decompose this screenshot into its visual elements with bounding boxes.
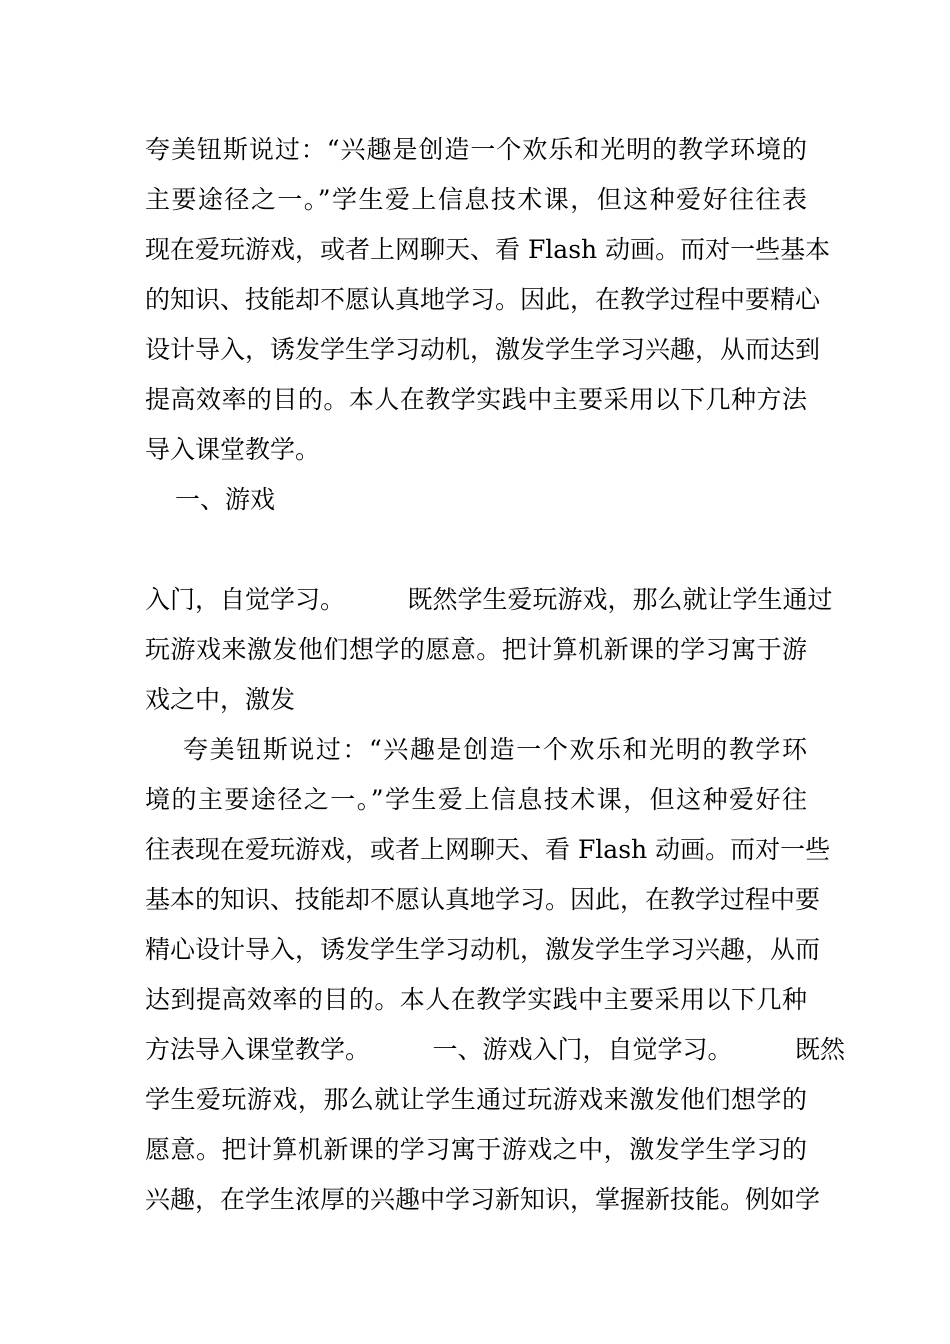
paragraph-line: 夸美钮斯说过：“兴趣是创造一个欢乐和光明的教学环	[183, 735, 807, 764]
heading-text: 一、游戏	[175, 485, 276, 514]
paragraph-line: 导入课堂教学。	[145, 435, 321, 464]
paragraph-line: 达到提高效率的目的。本人在教学实践中主要采用以下几种	[145, 985, 807, 1014]
paragraph-repeated	[145, 725, 846, 1225]
paragraph-line: 提高效率的目的。本人在教学实践中主要采用以下几种方法	[145, 385, 807, 414]
paragraph-line: 兴趣，在学生浓厚的兴趣中学习新知识，掌握新技能。例如学	[145, 1185, 821, 1214]
paragraph-line: 玩游戏来激发他们想学的愿意。把计算机新课的学习寓于游	[145, 635, 807, 664]
paragraph-line: 现在爱玩游戏，或者上网聊天、看 Flash 动画。而对一些基本	[145, 235, 831, 264]
paragraph-line: 夸美钮斯说过：“兴趣是创造一个欢乐和光明的教学环境的	[145, 135, 807, 164]
paragraph-line: 精心设计导入，诱发学生学习动机，激发学生学习兴趣，从而	[145, 935, 821, 964]
paragraph-intro	[145, 125, 831, 475]
paragraph-line: 方法导入课堂教学。 一、游戏入门，自觉学习。 既然	[145, 1035, 846, 1064]
paragraph-line: 境的主要途径之一。”学生爱上信息技术课，但这种爱好往	[145, 785, 807, 814]
paragraph-line: 戏之中，激发	[145, 685, 296, 714]
section-heading	[145, 475, 807, 525]
paragraph-game-entry	[145, 575, 833, 725]
paragraph-line: 入门，自觉学习。 既然学生爱玩游戏，那么就让学生通过	[145, 585, 833, 614]
paragraph-line: 的知识、技能却不愿认真地学习。因此，在教学过程中要精心	[145, 285, 821, 314]
paragraph-line: 基本的知识、技能却不愿认真地学习。因此，在教学过程中要	[145, 885, 821, 914]
paragraph-line: 往表现在爱玩游戏，或者上网聊天、看 Flash 动画。而对一些	[145, 835, 831, 864]
paragraph-line: 愿意。把计算机新课的学习寓于游戏之中，激发学生学习的	[145, 1135, 807, 1164]
paragraph-line: 学生爱玩游戏，那么就让学生通过玩游戏来激发他们想学的	[145, 1085, 807, 1114]
paragraph-line: 设计导入，诱发学生学习动机，激发学生学习兴趣，从而达到	[145, 335, 821, 364]
paragraph-line: 主要途径之一。”学生爱上信息技术课，但这种爱好往往表	[145, 185, 807, 214]
